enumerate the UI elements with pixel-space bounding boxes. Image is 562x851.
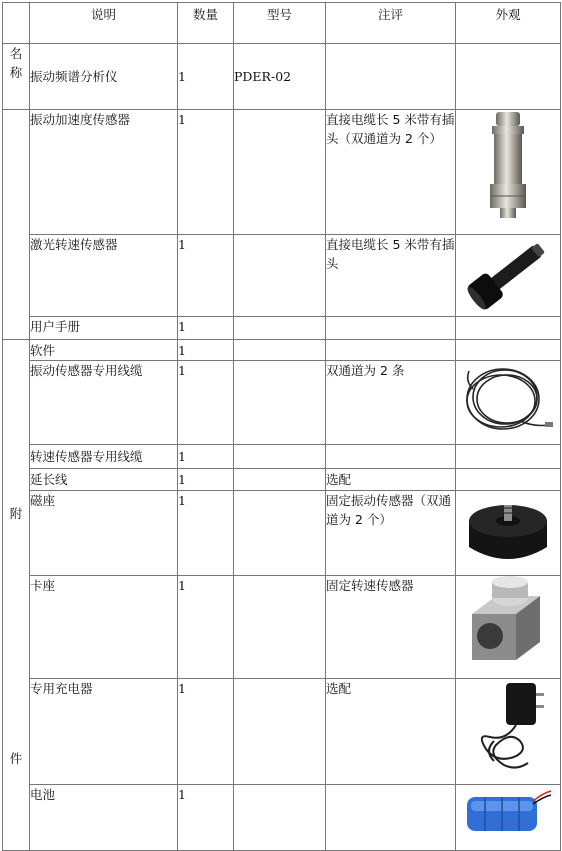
header-row	[3, 3, 561, 44]
accelerometer-sensor-image	[484, 110, 532, 222]
row-look	[456, 110, 561, 235]
row-model: PDER-02	[234, 44, 326, 110]
row-desc: 激光转速传感器	[30, 235, 178, 317]
attachment-label-cell	[3, 340, 30, 851]
row-desc: 延长线	[30, 469, 178, 491]
laser-tachometer-image	[465, 235, 551, 315]
row-model	[234, 110, 326, 235]
clamp-holder-image	[466, 576, 550, 666]
row-note: 选配	[326, 679, 456, 785]
row-model	[234, 445, 326, 469]
row-look	[456, 340, 561, 361]
row-look	[456, 785, 561, 851]
corner-cell	[3, 3, 30, 44]
row-desc: 磁座	[30, 491, 178, 576]
battery-pack-image	[463, 785, 553, 835]
row-qty: 1	[178, 576, 234, 679]
row-look	[456, 235, 561, 317]
table-row	[3, 340, 561, 361]
magnetic-base-image	[465, 491, 551, 571]
row-model	[234, 340, 326, 361]
table-row	[3, 235, 561, 317]
header-desc: 说明	[30, 3, 178, 44]
row-note	[326, 785, 456, 851]
row-qty: 1	[178, 491, 234, 576]
row-look	[456, 491, 561, 576]
row-look	[456, 576, 561, 679]
row-model	[234, 576, 326, 679]
header-qty: 数量	[178, 3, 234, 44]
row-qty: 1	[178, 235, 234, 317]
header-model: 型号	[234, 3, 326, 44]
attachment-label-1: 附	[9, 506, 23, 521]
row-desc: 转速传感器专用线缆	[30, 445, 178, 469]
row-look	[456, 317, 561, 340]
table-row	[3, 469, 561, 491]
header-note: 注评	[326, 3, 456, 44]
row-note	[326, 340, 456, 361]
name-label-cell	[3, 44, 30, 110]
row-qty: 1	[178, 469, 234, 491]
coiled-cable-image	[461, 361, 555, 441]
table-row	[3, 679, 561, 785]
attachment-label-2: 件	[9, 751, 23, 766]
group-blank-cell	[3, 110, 30, 340]
row-qty: 1	[178, 785, 234, 851]
row-desc: 软件	[30, 340, 178, 361]
accessory-table	[2, 2, 561, 851]
row-note	[326, 445, 456, 469]
row-desc: 专用充电器	[30, 679, 178, 785]
row-model	[234, 235, 326, 317]
row-note	[326, 44, 456, 110]
row-note: 固定振动传感器（双通道为 2 个）	[326, 491, 456, 576]
row-desc: 振动加速度传感器	[30, 110, 178, 235]
row-look	[456, 679, 561, 785]
row-desc: 用户手册	[30, 317, 178, 340]
name-label-2: 称	[9, 65, 23, 80]
row-qty: 1	[178, 679, 234, 785]
row-look	[456, 44, 561, 110]
table-row	[3, 317, 561, 340]
table-row	[3, 445, 561, 469]
row-qty: 1	[178, 340, 234, 361]
table-row	[3, 491, 561, 576]
name-label-1: 名	[9, 46, 23, 61]
table-row	[3, 785, 561, 851]
row-look	[456, 469, 561, 491]
row-desc: 卡座	[30, 576, 178, 679]
row-note: 固定转速传感器	[326, 576, 456, 679]
row-note: 直接电缆长 5 米带有插头	[326, 235, 456, 317]
row-note	[326, 317, 456, 340]
row-model	[234, 469, 326, 491]
row-model	[234, 361, 326, 445]
row-qty: 1	[178, 317, 234, 340]
row-qty: 1	[178, 361, 234, 445]
table-row	[3, 361, 561, 445]
row-note: 双通道为 2 条	[326, 361, 456, 445]
row-model	[234, 679, 326, 785]
power-adapter-image	[466, 679, 550, 775]
row-note: 直接电缆长 5 米带有插头（双通道为 2 个）	[326, 110, 456, 235]
header-look: 外观	[456, 3, 561, 44]
row-desc: 振动频谱分析仪	[30, 44, 178, 110]
row-qty: 1	[178, 44, 234, 110]
row-look	[456, 361, 561, 445]
table-row	[3, 110, 561, 235]
row-qty: 1	[178, 110, 234, 235]
table-row	[3, 44, 561, 110]
row-model	[234, 785, 326, 851]
row-note: 选配	[326, 469, 456, 491]
row-look	[456, 445, 561, 469]
row-model	[234, 491, 326, 576]
row-qty: 1	[178, 445, 234, 469]
table-row	[3, 576, 561, 679]
row-desc: 振动传感器专用线缆	[30, 361, 178, 445]
row-model	[234, 317, 326, 340]
row-desc: 电池	[30, 785, 178, 851]
